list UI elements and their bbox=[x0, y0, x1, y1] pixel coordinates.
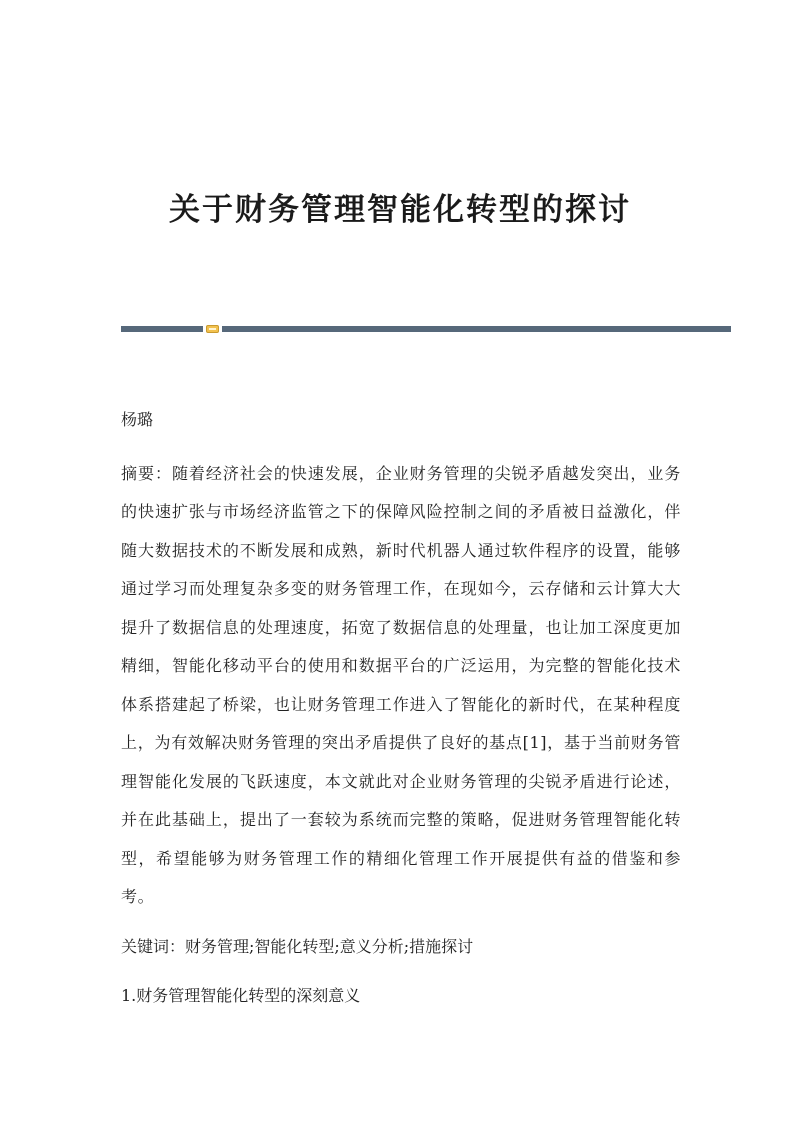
divider-bar-left bbox=[121, 326, 203, 332]
abstract-paragraph: 摘要：随着经济社会的快速发展，企业财务管理的尖锐矛盾越发突出，业务的快速扩张与市场经济监管之下的保障风险控制之间的矛盾被日益激化，伴随大数据技术的不断发展和成熟，新时代机器人通过软件程序的设置，能够通过学习而处理复杂多变的财务管理工作，在现如今，云存储和云计算大大提升了数据信息的处理速度，拓宽了数据信息的处理量，也让加工深度更加精细，智能化移动平台的使用和数据平台的广泛运用，为完整的智能化技术体系搭建起了桥梁，也让财务管理工作进入了智能化的新时代，在某种程度上，为有效解决财务管理的突出矛盾提供了良好的基点[1]，基于当前财务管理智能化发展的飞跃速度，本文就此对企业财务管理的尖锐矛盾进行论述，并在此基础上，提出了一套较为系统而完整的策略，促进财务管理智能化转型，希望能够为财务管理工作的精细化管理工作开展提供有益的借鉴和参考。 bbox=[121, 463, 681, 906]
divider-bar-right bbox=[222, 326, 731, 332]
section-1-heading: 1.财务管理智能化转型的深刻意义 bbox=[121, 986, 361, 1005]
keywords-line: 关键词：财务管理;智能化转型;意义分析;措施探讨 bbox=[121, 936, 474, 956]
title-divider bbox=[121, 325, 731, 333]
divider-emblem-icon bbox=[206, 325, 219, 333]
document-body bbox=[121, 401, 681, 1016]
page-title: 关于财务管理智能化转型的探讨 bbox=[169, 192, 631, 228]
author-name: 杨璐 bbox=[121, 410, 154, 429]
